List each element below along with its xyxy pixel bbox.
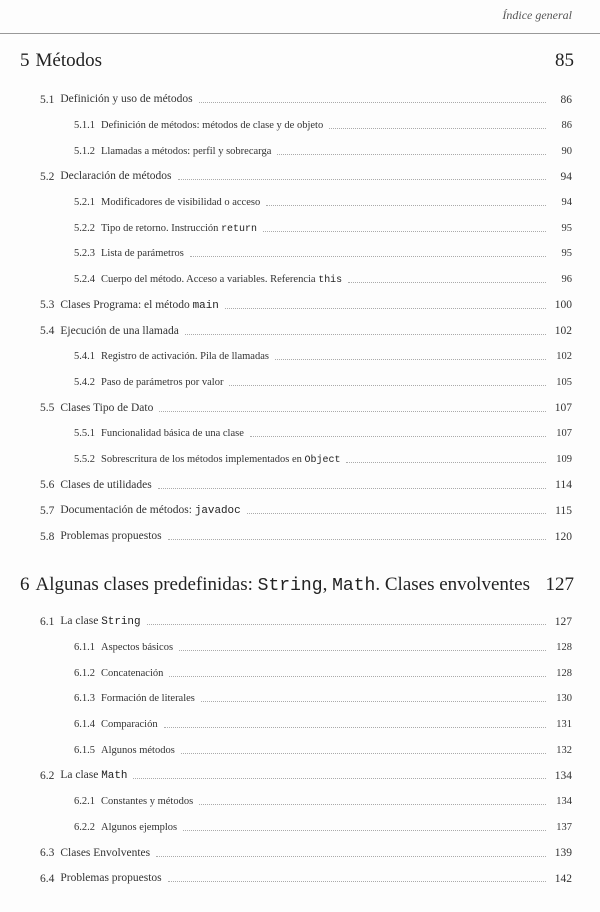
entry-page: 128 bbox=[556, 642, 572, 654]
dot-leader bbox=[250, 436, 546, 437]
entry-page: 109 bbox=[556, 453, 572, 465]
toc-subsection-entry[interactable] bbox=[0, 635, 600, 661]
chapter-heading[interactable] bbox=[20, 50, 574, 72]
dot-leader bbox=[147, 624, 546, 625]
entry-page: 114 bbox=[555, 479, 572, 492]
entry-number: 6.1 bbox=[40, 615, 55, 628]
dot-leader bbox=[156, 856, 546, 857]
dot-leader bbox=[348, 282, 546, 283]
toc-subsection-entry[interactable] bbox=[0, 421, 600, 447]
toc-subsection-entry[interactable] bbox=[0, 267, 600, 293]
toc-subsection-entry[interactable] bbox=[0, 344, 600, 370]
toc-subsection-entry[interactable] bbox=[0, 712, 600, 738]
toc-subsection-entry[interactable] bbox=[0, 737, 600, 763]
dot-leader bbox=[169, 676, 546, 677]
entry-title: Problemas propuestos bbox=[60, 530, 162, 543]
entry-title: Cuerpo del método. Acceso a variables. Referencia this bbox=[101, 274, 343, 286]
entry-number: 5.4.2 bbox=[74, 376, 95, 388]
entry-title: Constantes y métodos bbox=[101, 796, 194, 808]
entry-number: 5.2 bbox=[40, 170, 55, 183]
entry-number: 5.2.3 bbox=[74, 248, 95, 260]
toc-section-entry[interactable] bbox=[0, 472, 600, 498]
entry-title: Concatenación bbox=[101, 667, 164, 679]
toc-subsection-entry[interactable] bbox=[0, 815, 600, 841]
entry-page: 86 bbox=[560, 93, 572, 106]
entry-number: 6.2.2 bbox=[74, 821, 95, 833]
entry-number: 6.3 bbox=[40, 847, 55, 860]
entry-title: Clases de utilidades bbox=[60, 478, 152, 491]
dot-leader bbox=[229, 385, 546, 386]
entry-title: Problemas propuestos bbox=[60, 872, 162, 885]
entry-page: 132 bbox=[556, 744, 572, 756]
entry-number: 5.5.2 bbox=[74, 453, 95, 465]
entry-title: La clase String bbox=[60, 615, 141, 629]
dot-leader bbox=[199, 102, 546, 103]
dot-leader bbox=[263, 231, 546, 232]
chapter-5-entries bbox=[0, 87, 600, 549]
entry-title: Algunos métodos bbox=[101, 744, 175, 756]
entry-title: Aspectos básicos bbox=[101, 642, 174, 654]
entry-number: 5.7 bbox=[40, 504, 55, 517]
dot-leader bbox=[183, 830, 546, 831]
toc-section-entry[interactable] bbox=[0, 318, 600, 344]
entry-page: 102 bbox=[556, 351, 572, 363]
entry-title: Declaración de métodos bbox=[60, 170, 172, 183]
entry-page: 90 bbox=[561, 145, 572, 157]
chapter-6-entries bbox=[0, 609, 600, 892]
chapter-title: Métodos bbox=[35, 50, 102, 71]
toc-section-entry[interactable] bbox=[0, 498, 600, 524]
dot-leader bbox=[266, 205, 546, 206]
entry-number: 6.4 bbox=[40, 872, 55, 885]
entry-page: 127 bbox=[554, 615, 572, 628]
entry-title: Tipo de retorno. Instrucción return bbox=[101, 222, 257, 234]
dot-leader bbox=[247, 513, 546, 514]
toc-subsection-entry[interactable] bbox=[0, 660, 600, 686]
toc-subsection-entry[interactable] bbox=[0, 370, 600, 396]
chapter-page: 127 bbox=[545, 574, 574, 595]
entry-title: Definición de métodos: métodos de clase y de objeto bbox=[101, 120, 324, 132]
toc-section-entry[interactable] bbox=[0, 866, 600, 892]
entry-number: 5.2.4 bbox=[74, 274, 95, 286]
entry-title: Paso de parámetros por valor bbox=[101, 376, 224, 388]
chapter-heading[interactable] bbox=[20, 574, 574, 596]
entry-page: 139 bbox=[554, 847, 572, 860]
entry-title: Documentación de métodos: javadoc bbox=[60, 504, 241, 518]
dot-leader bbox=[158, 488, 546, 489]
chapter-number: 6 bbox=[20, 574, 30, 595]
entry-number: 5.2.1 bbox=[74, 197, 95, 209]
toc-section-entry[interactable] bbox=[0, 293, 600, 319]
toc-section-entry[interactable] bbox=[0, 164, 600, 190]
entry-title: Funcionalidad básica de una clase bbox=[101, 428, 244, 440]
dot-leader bbox=[168, 539, 546, 540]
toc-section-entry[interactable] bbox=[0, 763, 600, 789]
entry-page: 107 bbox=[554, 402, 572, 415]
toc-subsection-entry[interactable] bbox=[0, 215, 600, 241]
toc-subsection-entry[interactable] bbox=[0, 241, 600, 267]
toc-subsection-entry[interactable] bbox=[0, 113, 600, 139]
toc-section-entry[interactable] bbox=[0, 87, 600, 113]
entry-page: 96 bbox=[561, 274, 572, 286]
toc-section-entry[interactable] bbox=[0, 840, 600, 866]
entry-number: 6.2.1 bbox=[74, 796, 95, 808]
chapter-title: Algunas clases predefinidas: String, Math. Clases envolventes bbox=[35, 574, 530, 596]
entry-page: 142 bbox=[554, 872, 572, 885]
dot-leader bbox=[277, 154, 546, 155]
entry-number: 5.6 bbox=[40, 479, 55, 492]
dot-leader bbox=[181, 753, 546, 754]
toc-subsection-entry[interactable] bbox=[0, 789, 600, 815]
entry-page: 102 bbox=[554, 325, 572, 338]
chapter-number: 5 bbox=[20, 50, 30, 71]
entry-page: 137 bbox=[556, 821, 572, 833]
entry-page: 95 bbox=[561, 248, 572, 260]
toc-section-entry[interactable] bbox=[0, 524, 600, 550]
entry-title: Sobrescritura de los métodos implementados en Object bbox=[101, 453, 341, 465]
entry-title: Formación de literales bbox=[101, 693, 195, 705]
entry-number: 6.2 bbox=[40, 769, 55, 782]
entry-page: 120 bbox=[554, 530, 572, 543]
toc-subsection-entry[interactable] bbox=[0, 447, 600, 473]
entry-number: 5.2.2 bbox=[74, 222, 95, 234]
entry-number: 5.4.1 bbox=[74, 351, 95, 363]
dot-leader bbox=[190, 256, 546, 257]
entry-title: Registro de activación. Pila de llamadas bbox=[101, 351, 269, 363]
entry-title: Clases Programa: el método main bbox=[60, 298, 219, 312]
entry-number: 5.8 bbox=[40, 530, 55, 543]
entry-title: Ejecución de una llamada bbox=[60, 324, 179, 337]
entry-title: Comparación bbox=[101, 719, 158, 731]
dot-leader bbox=[225, 308, 546, 309]
dot-leader bbox=[346, 462, 546, 463]
entry-number: 6.1.1 bbox=[74, 642, 95, 654]
entry-number: 5.1.2 bbox=[74, 145, 95, 157]
dot-leader bbox=[178, 179, 547, 180]
dot-leader bbox=[168, 881, 546, 882]
entry-number: 5.5.1 bbox=[74, 428, 95, 440]
entry-number: 5.3 bbox=[40, 299, 55, 312]
entry-title: Clases Envolventes bbox=[60, 846, 151, 859]
entry-page: 134 bbox=[554, 769, 572, 782]
dot-leader bbox=[201, 701, 546, 702]
dot-leader bbox=[133, 778, 546, 779]
toc-subsection-entry[interactable] bbox=[0, 138, 600, 164]
entry-page: 134 bbox=[556, 796, 572, 808]
entry-title: Definición y uso de métodos bbox=[60, 93, 193, 106]
dot-leader bbox=[185, 334, 546, 335]
entry-title: Modificadores de visibilidad o acceso bbox=[101, 197, 261, 209]
running-header: Índice general bbox=[502, 8, 572, 22]
entry-page: 115 bbox=[555, 504, 572, 517]
toc-subsection-entry[interactable] bbox=[0, 190, 600, 216]
entry-page: 107 bbox=[556, 428, 572, 440]
entry-number: 6.1.4 bbox=[74, 719, 95, 731]
entry-title: Llamadas a métodos: perfil y sobrecarga bbox=[101, 145, 272, 157]
dot-leader bbox=[179, 650, 546, 651]
entry-number: 5.4 bbox=[40, 325, 55, 338]
entry-title: Lista de parámetros bbox=[101, 248, 184, 260]
chapter-page: 85 bbox=[555, 50, 574, 71]
entry-number: 5.1 bbox=[40, 93, 55, 106]
entry-page: 128 bbox=[556, 667, 572, 679]
toc-section-entry[interactable] bbox=[0, 609, 600, 635]
entry-number: 6.1.3 bbox=[74, 693, 95, 705]
entry-page: 100 bbox=[554, 299, 572, 312]
entry-page: 131 bbox=[556, 719, 572, 731]
toc-section-entry[interactable] bbox=[0, 395, 600, 421]
entry-title: La clase Math bbox=[60, 769, 128, 783]
entry-page: 95 bbox=[561, 222, 572, 234]
dot-leader bbox=[164, 727, 546, 728]
entry-number: 6.1.2 bbox=[74, 667, 95, 679]
entry-page: 130 bbox=[556, 693, 572, 705]
entry-number: 6.1.5 bbox=[74, 744, 95, 756]
entry-page: 94 bbox=[560, 170, 572, 183]
header-rule bbox=[0, 33, 600, 34]
entry-number: 5.1.1 bbox=[74, 120, 95, 132]
dot-leader bbox=[199, 804, 546, 805]
dot-leader bbox=[159, 411, 546, 412]
entry-number: 5.5 bbox=[40, 402, 55, 415]
dot-leader bbox=[329, 128, 546, 129]
toc-subsection-entry[interactable] bbox=[0, 686, 600, 712]
entry-page: 86 bbox=[561, 120, 572, 132]
entry-page: 94 bbox=[561, 197, 572, 209]
entry-title: Algunos ejemplos bbox=[101, 821, 178, 833]
entry-page: 105 bbox=[556, 376, 572, 388]
dot-leader bbox=[275, 359, 546, 360]
entry-title: Clases Tipo de Dato bbox=[60, 401, 154, 414]
